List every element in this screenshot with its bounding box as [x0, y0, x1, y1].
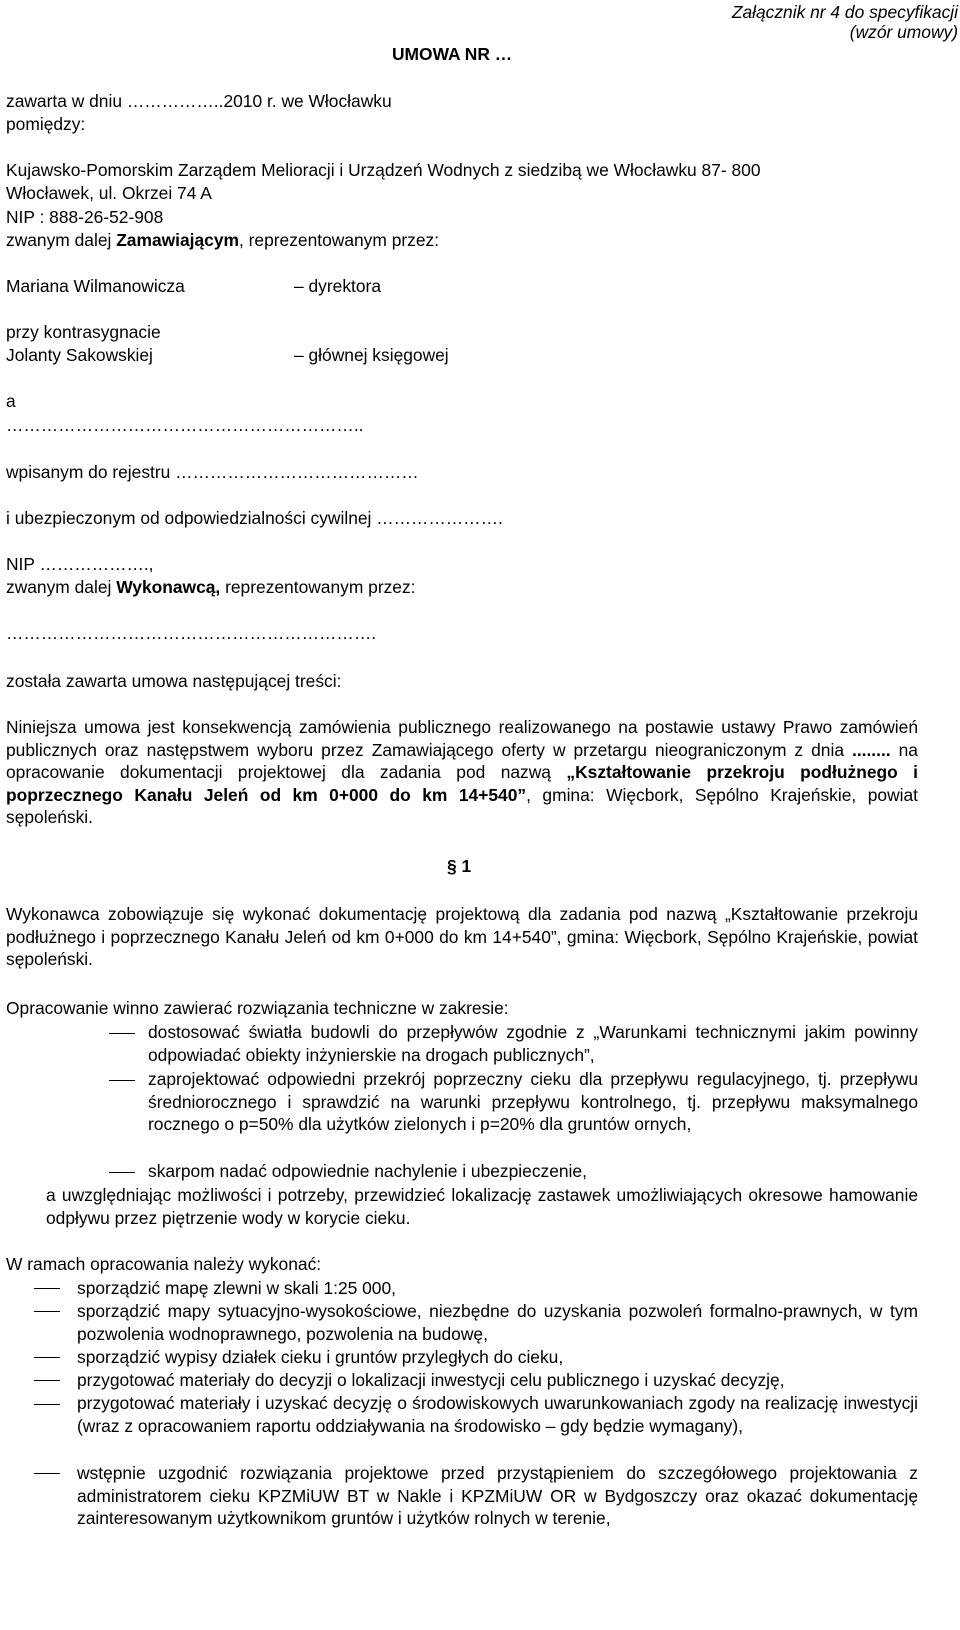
- scope-item: skarpom nadać odpowiednie nachylenie i ubezpieczenie,: [148, 1161, 587, 1181]
- contractor-dots: ……………………………………………………..: [6, 415, 364, 435]
- list-dash-icon: [34, 1288, 60, 1289]
- scope-item: zaprojektować odpowiedni przekrój poprzeczny cieku dla przepływu regulacyjnego, tj. przepływu średniorocznego i sprawdzić na warunki przepływu kontrolnego, tj. przepływu maksymalnego rocznego o p=50% dla użytków zielonych i p=20% dla gruntów ornych,: [148, 1069, 918, 1134]
- between-line: pomiędzy:: [6, 114, 86, 134]
- employer-called-line: [6, 230, 439, 250]
- rep2-role: – głównej księgowej: [294, 345, 449, 365]
- preamble-task-name: „Kształtowanie przekroju podłużnego i poprzecznego Kanału Jeleń od km 0+000 do km 14+540”: [6, 762, 918, 805]
- scope-item: dostosować światła budowli do przepływów zgodnie z „Warunkami technicznymi jakim powinny odpowiadać obiekty inżynierskie na drogach publicznych”,: [148, 1022, 918, 1065]
- preamble-text-2: na opracowanie dokumentacji projektowej dla zadania pod nazwą: [6, 739, 918, 782]
- list-dash-icon: [34, 1357, 60, 1358]
- tasks-intro: W ramach opracowania należy wykonać:: [6, 1254, 322, 1274]
- task-item: sporządzić mapy sytuacyjno-wysokościowe, niezbędne do uzyskania pozwoleń formalno-prawnych, w tym pozwolenia wodnoprawnego, pozwolenia na budowę,: [77, 1301, 918, 1344]
- list-dash-icon: [109, 1172, 135, 1173]
- annex-line-1: Załącznik nr 4 do specyfikacji: [731, 2, 958, 22]
- annex-line-2: (wzór umowy): [849, 22, 958, 42]
- called-prefix: zwanym dalej: [6, 230, 117, 250]
- contractor-called-line: [6, 577, 416, 597]
- task-item: przygotować materiały do decyzji o lokalizacji inwestycji celu publicznego i uzyskać decyzję,: [77, 1370, 785, 1390]
- preamble-date: ........: [851, 739, 891, 760]
- contractor-name: Wykonawcą,: [116, 577, 221, 597]
- preamble-text-1: Niniejsza umowa jest konsekwencją zamówienia publicznego realizowanego na postawie ustawy Prawo zamówień publicznych oraz następstwem wyboru przez Zamawiającego oferty w przetargu nieograniczonym z dnia: [6, 717, 918, 760]
- list-dash-icon: [34, 1380, 60, 1381]
- content-intro: została zawarta umowa następującej treści:: [6, 671, 342, 691]
- contractor-nip: NIP ……………….,: [6, 554, 154, 574]
- rep1-name: Mariana Wilmanowicza: [6, 276, 185, 296]
- employer-name: Zamawiającym: [116, 230, 239, 250]
- section-1-heading: § 1: [447, 856, 472, 876]
- contractor-called-suffix: reprezentowanym przez:: [220, 577, 416, 597]
- rep2-name-line-2: Jolanty Sakowskiej: [6, 345, 153, 365]
- list-dash-icon: [34, 1404, 60, 1405]
- list-dash-icon: [34, 1311, 60, 1312]
- contractor-called-prefix: zwanym dalej: [6, 577, 117, 597]
- preamble-text-3: , gmina: Więcbork, Sępólno Krajeńskie, powiat sępoleński.: [6, 784, 918, 827]
- list-dash-icon: [109, 1080, 135, 1081]
- scope-intro: Opracowanie winno zawierać rozwiązania techniczne w zakresie:: [6, 998, 509, 1018]
- employer-line-2: Włocławek, ul. Okrzei 74 A: [6, 183, 212, 203]
- insured-line: i ubezpieczonym od odpowiedzialności cywilnej ………………….: [6, 508, 503, 528]
- section-1-paragraph: Wykonawca zobowiązuje się wykonać dokumentację projektową dla zadania pod nazwą „Kształtowanie przekroju podłużnego i poprzecznego Kanału Jeleń od km 0+000 do km 14+540”, gmina: Więcbork, Sępólno Krajeńskie, powiat sępoleński.: [6, 904, 918, 969]
- and-word: a: [6, 391, 16, 411]
- list-dash-icon: [109, 1033, 135, 1034]
- task-item: wstępnie uzgodnić rozwiązania projektowe przed przystąpieniem do szczegółowego projektowania z administratorem cieku KPZMiUW BT w Nakle i KPZMiUW OR w Bydgoszczy oraz okazać dokumentację zainteresowanym użytkownikom gruntów i użytków rolnych w terenie,: [77, 1463, 918, 1528]
- called-suffix: , reprezentowanym przez:: [238, 230, 440, 250]
- rep1-role: – dyrektora: [294, 276, 381, 296]
- concluded-line: zawarta w dniu ……………..2010 r. we Włocławku: [6, 91, 392, 111]
- register-line: wpisanym do rejestru ……………………………………: [6, 462, 419, 482]
- task-item: sporządzić mapę zlewni w skali 1:25 000,: [77, 1278, 396, 1298]
- annex-label: [732, 2, 958, 42]
- task-item: przygotować materiały i uzyskać decyzję o środowiskowych uwarunkowaniach zgody na realizację inwestycji (wraz z opracowaniem raportu oddziaływania na środowisko – gdy będzie wymagany),: [77, 1393, 918, 1436]
- contract-title: UMOWA NR …: [392, 44, 513, 64]
- list-dash-icon: [34, 1473, 60, 1474]
- scope-after: a uwzględniając możliwości i potrzeby, przewidzieć lokalizację zastawek umożliwiających okresowe hamowanie odpływu przez piętrzenie wody w korycie cieku.: [46, 1185, 918, 1228]
- preamble-paragraph: [6, 716, 918, 829]
- contractor-rep-dots: ……………………………………………………….: [6, 623, 377, 643]
- rep2-name-line-1: przy kontrasygnacie: [6, 322, 161, 342]
- employer-nip: NIP : 888-26-52-908: [6, 207, 164, 227]
- employer-line-1: Kujawsko-Pomorskim Zarządem Melioracji i Urządzeń Wodnych z siedzibą we Włocławku 87- 800: [6, 160, 761, 180]
- task-item: sporządzić wypisy działek cieku i gruntów przyległych do cieku,: [77, 1347, 564, 1367]
